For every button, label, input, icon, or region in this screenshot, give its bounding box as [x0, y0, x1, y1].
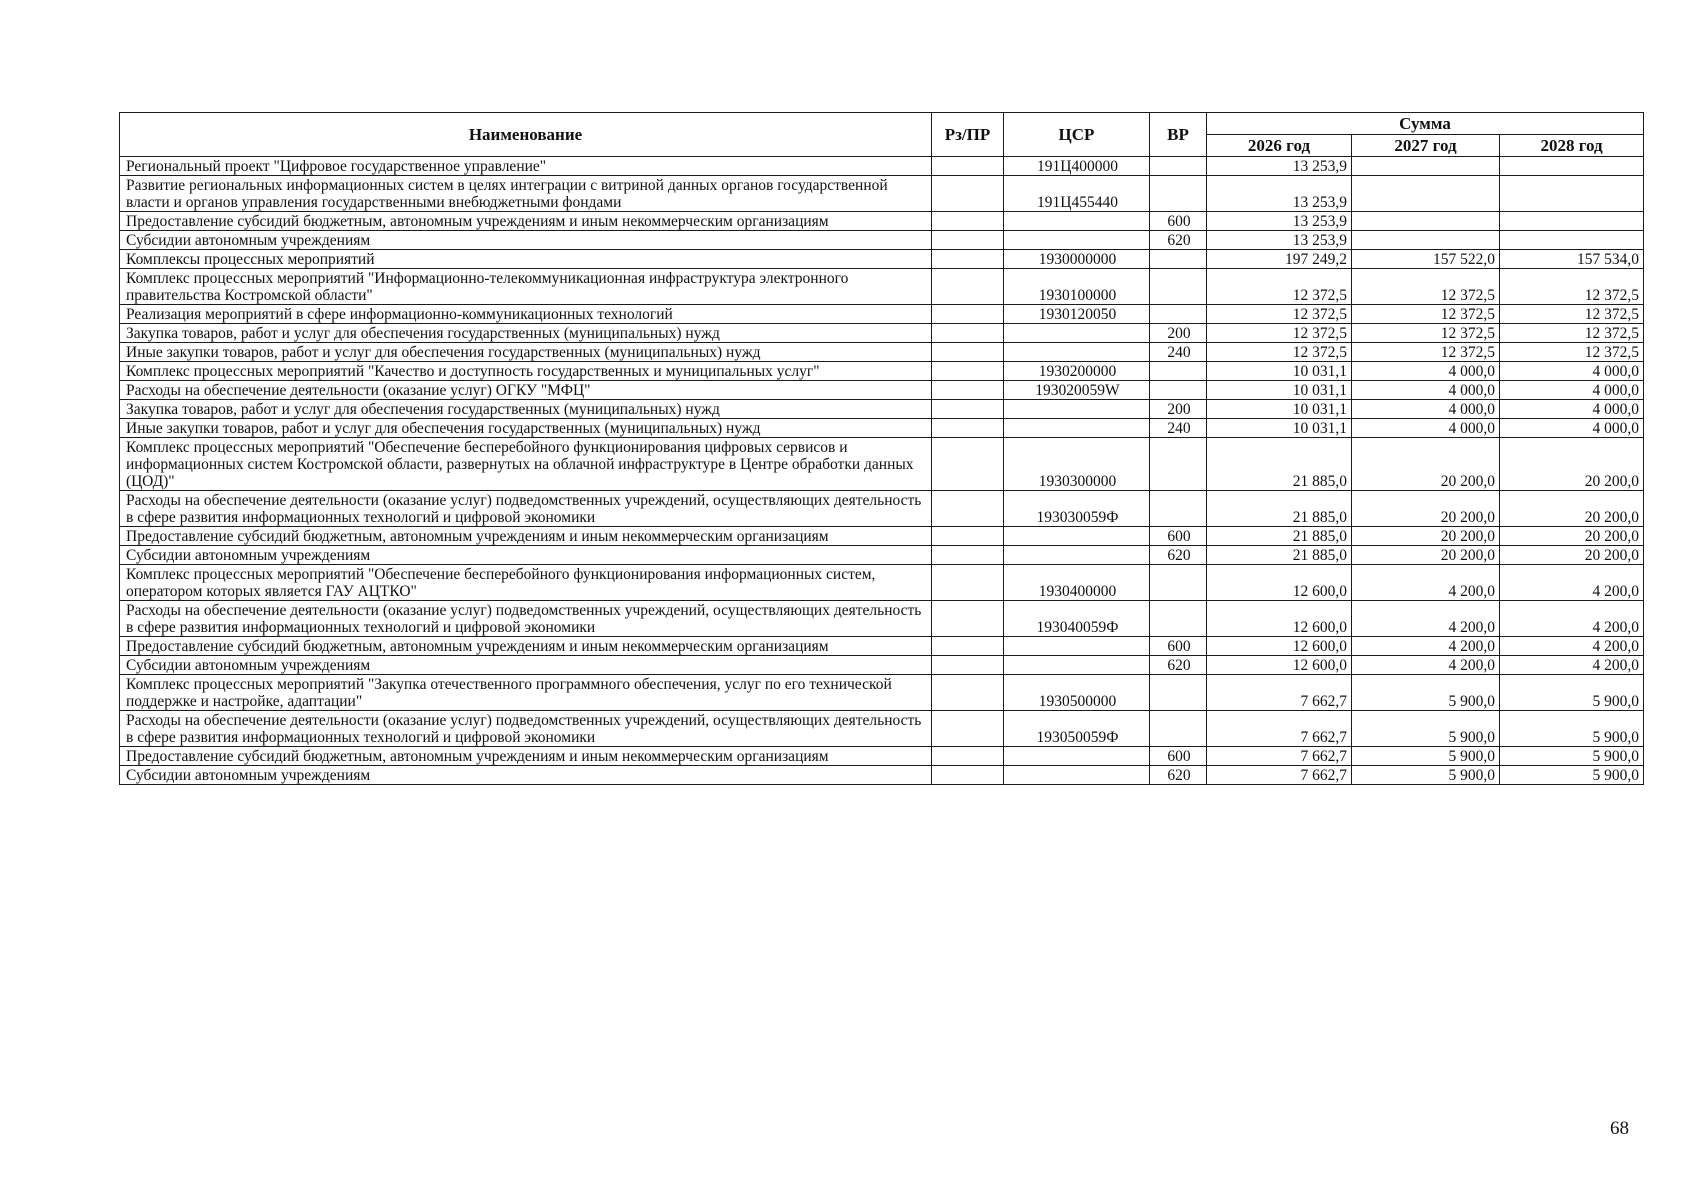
- cell-name: Субсидии автономным учреждениям: [120, 656, 932, 675]
- cell-name: Региональный проект "Цифровое государственное управление": [120, 157, 932, 176]
- cell-2027: 12 372,5: [1352, 324, 1500, 343]
- header-year-2026: 2026 год: [1207, 135, 1352, 157]
- cell-2026: 12 600,0: [1207, 637, 1352, 656]
- cell-vr: 200: [1150, 324, 1207, 343]
- cell-2027: 4 200,0: [1352, 565, 1500, 601]
- cell-2026: 21 885,0: [1207, 438, 1352, 491]
- budget-table: [119, 112, 1644, 785]
- cell-vr: [1150, 362, 1207, 381]
- cell-2027: 4 200,0: [1352, 637, 1500, 656]
- cell-2027: 4 000,0: [1352, 362, 1500, 381]
- table-row: [120, 438, 1644, 491]
- cell-2026: 7 662,7: [1207, 766, 1352, 785]
- cell-name: Расходы на обеспечение деятельности (оказание услуг) подведомственных учреждений, осуществляющих деятельность в сфере развития информационных технологий и цифровой экономики: [120, 601, 932, 637]
- cell-rzpr: [932, 269, 1004, 305]
- cell-vr: 200: [1150, 400, 1207, 419]
- cell-rzpr: [932, 546, 1004, 565]
- cell-2026: 12 372,5: [1207, 269, 1352, 305]
- cell-2027: 4 200,0: [1352, 656, 1500, 675]
- table-header: [120, 113, 1644, 157]
- cell-rzpr: [932, 565, 1004, 601]
- cell-csr: [1004, 419, 1150, 438]
- cell-rzpr: [932, 400, 1004, 419]
- cell-2028: 4 200,0: [1500, 637, 1644, 656]
- cell-vr: [1150, 157, 1207, 176]
- table-row: [120, 343, 1644, 362]
- table-row: [120, 491, 1644, 527]
- cell-2026: 12 372,5: [1207, 324, 1352, 343]
- cell-vr: 600: [1150, 637, 1207, 656]
- header-year-2028: 2028 год: [1500, 135, 1644, 157]
- cell-rzpr: [932, 419, 1004, 438]
- cell-vr: 620: [1150, 766, 1207, 785]
- cell-name: Расходы на обеспечение деятельности (оказание услуг) подведомственных учреждений, осуществляющих деятельность в сфере развития информационных технологий и цифровой экономики: [120, 711, 932, 747]
- cell-vr: [1150, 269, 1207, 305]
- cell-rzpr: [932, 637, 1004, 656]
- cell-name: Предоставление субсидий бюджетным, автономным учреждениям и иным некоммерческим организациям: [120, 637, 932, 656]
- cell-rzpr: [932, 362, 1004, 381]
- cell-csr: [1004, 231, 1150, 250]
- cell-2027: 20 200,0: [1352, 546, 1500, 565]
- cell-name: Комплекс процессных мероприятий "Обеспечение бесперебойного функционирования информационных систем, оператором которых является ГАУ АЦТКО": [120, 565, 932, 601]
- cell-vr: [1150, 250, 1207, 269]
- cell-2027: [1352, 212, 1500, 231]
- cell-vr: 600: [1150, 747, 1207, 766]
- cell-2026: 12 372,5: [1207, 343, 1352, 362]
- cell-2028: 4 000,0: [1500, 381, 1644, 400]
- cell-2028: 4 000,0: [1500, 419, 1644, 438]
- cell-2028: 157 534,0: [1500, 250, 1644, 269]
- cell-csr: 1930300000: [1004, 438, 1150, 491]
- table-row: [120, 362, 1644, 381]
- cell-2027: 20 200,0: [1352, 491, 1500, 527]
- cell-vr: [1150, 491, 1207, 527]
- cell-2026: 13 253,9: [1207, 157, 1352, 176]
- cell-2026: 21 885,0: [1207, 491, 1352, 527]
- cell-csr: [1004, 212, 1150, 231]
- cell-name: Иные закупки товаров, работ и услуг для обеспечения государственных (муниципальных) нужд: [120, 343, 932, 362]
- cell-2027: 5 900,0: [1352, 766, 1500, 785]
- cell-2028: 20 200,0: [1500, 491, 1644, 527]
- cell-2028: 12 372,5: [1500, 343, 1644, 362]
- cell-csr: [1004, 400, 1150, 419]
- cell-csr: 1930000000: [1004, 250, 1150, 269]
- cell-2028: 4 000,0: [1500, 400, 1644, 419]
- cell-2028: 12 372,5: [1500, 269, 1644, 305]
- cell-vr: [1150, 381, 1207, 400]
- cell-rzpr: [932, 343, 1004, 362]
- table-row: [120, 675, 1644, 711]
- table-body: [120, 157, 1644, 785]
- cell-2028: 4 200,0: [1500, 565, 1644, 601]
- cell-2027: 5 900,0: [1352, 675, 1500, 711]
- cell-2027: [1352, 231, 1500, 250]
- cell-vr: [1150, 176, 1207, 212]
- header-rzpr: Рз/ПР: [932, 113, 1004, 157]
- cell-name: Закупка товаров, работ и услуг для обеспечения государственных (муниципальных) нужд: [120, 324, 932, 343]
- cell-vr: [1150, 305, 1207, 324]
- cell-rzpr: [932, 766, 1004, 785]
- cell-2027: [1352, 176, 1500, 212]
- cell-2028: [1500, 176, 1644, 212]
- table-row: [120, 546, 1644, 565]
- table-row: [120, 601, 1644, 637]
- cell-csr: 191Ц455440: [1004, 176, 1150, 212]
- header-year-2027: 2027 год: [1352, 135, 1500, 157]
- table-row: [120, 212, 1644, 231]
- cell-csr: [1004, 324, 1150, 343]
- header-csr: ЦСР: [1004, 113, 1150, 157]
- cell-csr: 193040059Ф: [1004, 601, 1150, 637]
- cell-name: Субсидии автономным учреждениям: [120, 546, 932, 565]
- cell-2027: 157 522,0: [1352, 250, 1500, 269]
- cell-2026: 10 031,1: [1207, 362, 1352, 381]
- cell-2027: [1352, 157, 1500, 176]
- table-row: [120, 637, 1644, 656]
- cell-csr: [1004, 637, 1150, 656]
- cell-2028: 20 200,0: [1500, 527, 1644, 546]
- cell-2027: 5 900,0: [1352, 711, 1500, 747]
- cell-csr: 1930200000: [1004, 362, 1150, 381]
- cell-2026: 13 253,9: [1207, 176, 1352, 212]
- cell-csr: [1004, 546, 1150, 565]
- cell-csr: 191Ц400000: [1004, 157, 1150, 176]
- cell-2028: 5 900,0: [1500, 711, 1644, 747]
- table-row: [120, 305, 1644, 324]
- cell-2028: [1500, 212, 1644, 231]
- cell-name: Комплексы процессных мероприятий: [120, 250, 932, 269]
- cell-name: Субсидии автономным учреждениям: [120, 231, 932, 250]
- cell-2026: 21 885,0: [1207, 546, 1352, 565]
- cell-2028: 4 200,0: [1500, 656, 1644, 675]
- cell-rzpr: [932, 527, 1004, 546]
- cell-name: Предоставление субсидий бюджетным, автономным учреждениям и иным некоммерческим организациям: [120, 747, 932, 766]
- cell-2027: 4 000,0: [1352, 419, 1500, 438]
- cell-name: Субсидии автономным учреждениям: [120, 766, 932, 785]
- cell-2027: 4 000,0: [1352, 400, 1500, 419]
- cell-2026: 197 249,2: [1207, 250, 1352, 269]
- cell-csr: 1930500000: [1004, 675, 1150, 711]
- table-row: [120, 527, 1644, 546]
- cell-2028: 12 372,5: [1500, 305, 1644, 324]
- cell-2026: 21 885,0: [1207, 527, 1352, 546]
- cell-csr: 1930100000: [1004, 269, 1150, 305]
- cell-rzpr: [932, 438, 1004, 491]
- cell-2026: 12 600,0: [1207, 565, 1352, 601]
- cell-2026: 13 253,9: [1207, 212, 1352, 231]
- table-row: [120, 231, 1644, 250]
- cell-2026: 12 600,0: [1207, 601, 1352, 637]
- cell-rzpr: [932, 491, 1004, 527]
- table-row: [120, 157, 1644, 176]
- cell-vr: 600: [1150, 212, 1207, 231]
- cell-2028: 4 200,0: [1500, 601, 1644, 637]
- cell-rzpr: [932, 157, 1004, 176]
- cell-vr: 240: [1150, 419, 1207, 438]
- cell-rzpr: [932, 381, 1004, 400]
- cell-csr: 193030059Ф: [1004, 491, 1150, 527]
- table-row: [120, 400, 1644, 419]
- cell-vr: 620: [1150, 546, 1207, 565]
- cell-name: Комплекс процессных мероприятий "Качество и доступность государственных и муниципальных услуг": [120, 362, 932, 381]
- cell-name: Комплекс процессных мероприятий "Информационно-телекоммуникационная инфраструктура электронного правительства Костромской области": [120, 269, 932, 305]
- cell-2027: 20 200,0: [1352, 527, 1500, 546]
- cell-2026: 12 372,5: [1207, 305, 1352, 324]
- cell-2027: 12 372,5: [1352, 269, 1500, 305]
- cell-2028: 12 372,5: [1500, 324, 1644, 343]
- cell-2027: 20 200,0: [1352, 438, 1500, 491]
- cell-vr: [1150, 565, 1207, 601]
- cell-rzpr: [932, 212, 1004, 231]
- cell-2026: 13 253,9: [1207, 231, 1352, 250]
- header-vr: ВР: [1150, 113, 1207, 157]
- cell-2027: 12 372,5: [1352, 305, 1500, 324]
- cell-2027: 5 900,0: [1352, 747, 1500, 766]
- cell-2028: 5 900,0: [1500, 747, 1644, 766]
- cell-2027: 12 372,5: [1352, 343, 1500, 362]
- table-row: [120, 381, 1644, 400]
- page-number: 68: [1610, 1118, 1629, 1139]
- cell-name: Расходы на обеспечение деятельности (оказание услуг) ОГКУ "МФЦ": [120, 381, 932, 400]
- table-row: [120, 565, 1644, 601]
- cell-2026: 12 600,0: [1207, 656, 1352, 675]
- cell-name: Развитие региональных информационных систем в целях интеграции с витриной данных органов государственной власти и органов управления государственными внебюджетными фондами: [120, 176, 932, 212]
- table-row: [120, 250, 1644, 269]
- table-row: [120, 269, 1644, 305]
- cell-2026: 10 031,1: [1207, 419, 1352, 438]
- cell-csr: 1930400000: [1004, 565, 1150, 601]
- cell-rzpr: [932, 747, 1004, 766]
- cell-name: Реализация мероприятий в сфере информационно-коммуникационных технологий: [120, 305, 932, 324]
- cell-rzpr: [932, 305, 1004, 324]
- cell-name: Предоставление субсидий бюджетным, автономным учреждениям и иным некоммерческим организациям: [120, 212, 932, 231]
- cell-vr: [1150, 675, 1207, 711]
- cell-csr: 193050059Ф: [1004, 711, 1150, 747]
- cell-name: Закупка товаров, работ и услуг для обеспечения государственных (муниципальных) нужд: [120, 400, 932, 419]
- cell-vr: 240: [1150, 343, 1207, 362]
- cell-2026: 7 662,7: [1207, 711, 1352, 747]
- cell-vr: [1150, 601, 1207, 637]
- cell-vr: [1150, 438, 1207, 491]
- cell-rzpr: [932, 250, 1004, 269]
- cell-rzpr: [932, 176, 1004, 212]
- table-row: [120, 176, 1644, 212]
- cell-csr: 193020059W: [1004, 381, 1150, 400]
- table-row: [120, 747, 1644, 766]
- cell-csr: [1004, 527, 1150, 546]
- cell-rzpr: [932, 231, 1004, 250]
- table-row: [120, 766, 1644, 785]
- cell-2028: 5 900,0: [1500, 675, 1644, 711]
- cell-2026: 10 031,1: [1207, 400, 1352, 419]
- cell-name: Иные закупки товаров, работ и услуг для обеспечения государственных (муниципальных) нужд: [120, 419, 932, 438]
- cell-vr: [1150, 711, 1207, 747]
- cell-2026: 7 662,7: [1207, 747, 1352, 766]
- cell-rzpr: [932, 656, 1004, 675]
- cell-2028: 5 900,0: [1500, 766, 1644, 785]
- cell-2026: 7 662,7: [1207, 675, 1352, 711]
- cell-2026: 10 031,1: [1207, 381, 1352, 400]
- cell-name: Предоставление субсидий бюджетным, автономным учреждениям и иным некоммерческим организациям: [120, 527, 932, 546]
- cell-vr: 600: [1150, 527, 1207, 546]
- cell-2027: 4 000,0: [1352, 381, 1500, 400]
- cell-name: Комплекс процессных мероприятий "Закупка отечественного программного обеспечения, услуг по его технической поддержке и настройке, адаптации": [120, 675, 932, 711]
- cell-2027: 4 200,0: [1352, 601, 1500, 637]
- cell-csr: [1004, 656, 1150, 675]
- cell-csr: [1004, 766, 1150, 785]
- cell-vr: 620: [1150, 231, 1207, 250]
- cell-rzpr: [932, 601, 1004, 637]
- cell-csr: [1004, 343, 1150, 362]
- header-name: Наименование: [120, 113, 932, 157]
- cell-rzpr: [932, 711, 1004, 747]
- cell-rzpr: [932, 675, 1004, 711]
- cell-vr: 620: [1150, 656, 1207, 675]
- cell-2028: [1500, 231, 1644, 250]
- cell-name: Расходы на обеспечение деятельности (оказание услуг) подведомственных учреждений, осуществляющих деятельность в сфере развития информационных технологий и цифровой экономики: [120, 491, 932, 527]
- cell-name: Комплекс процессных мероприятий "Обеспечение бесперебойного функционирования цифровых сервисов и информационных систем Костромской области, развернутых на облачной инфраструктуре в Центре обработки данных (ЦОД)": [120, 438, 932, 491]
- cell-csr: [1004, 747, 1150, 766]
- table-row: [120, 656, 1644, 675]
- table-row: [120, 419, 1644, 438]
- cell-2028: 20 200,0: [1500, 438, 1644, 491]
- cell-2028: 20 200,0: [1500, 546, 1644, 565]
- cell-2028: [1500, 157, 1644, 176]
- header-sum: Сумма: [1207, 113, 1644, 135]
- table-row: [120, 711, 1644, 747]
- cell-2028: 4 000,0: [1500, 362, 1644, 381]
- table-row: [120, 324, 1644, 343]
- cell-csr: 1930120050: [1004, 305, 1150, 324]
- cell-rzpr: [932, 324, 1004, 343]
